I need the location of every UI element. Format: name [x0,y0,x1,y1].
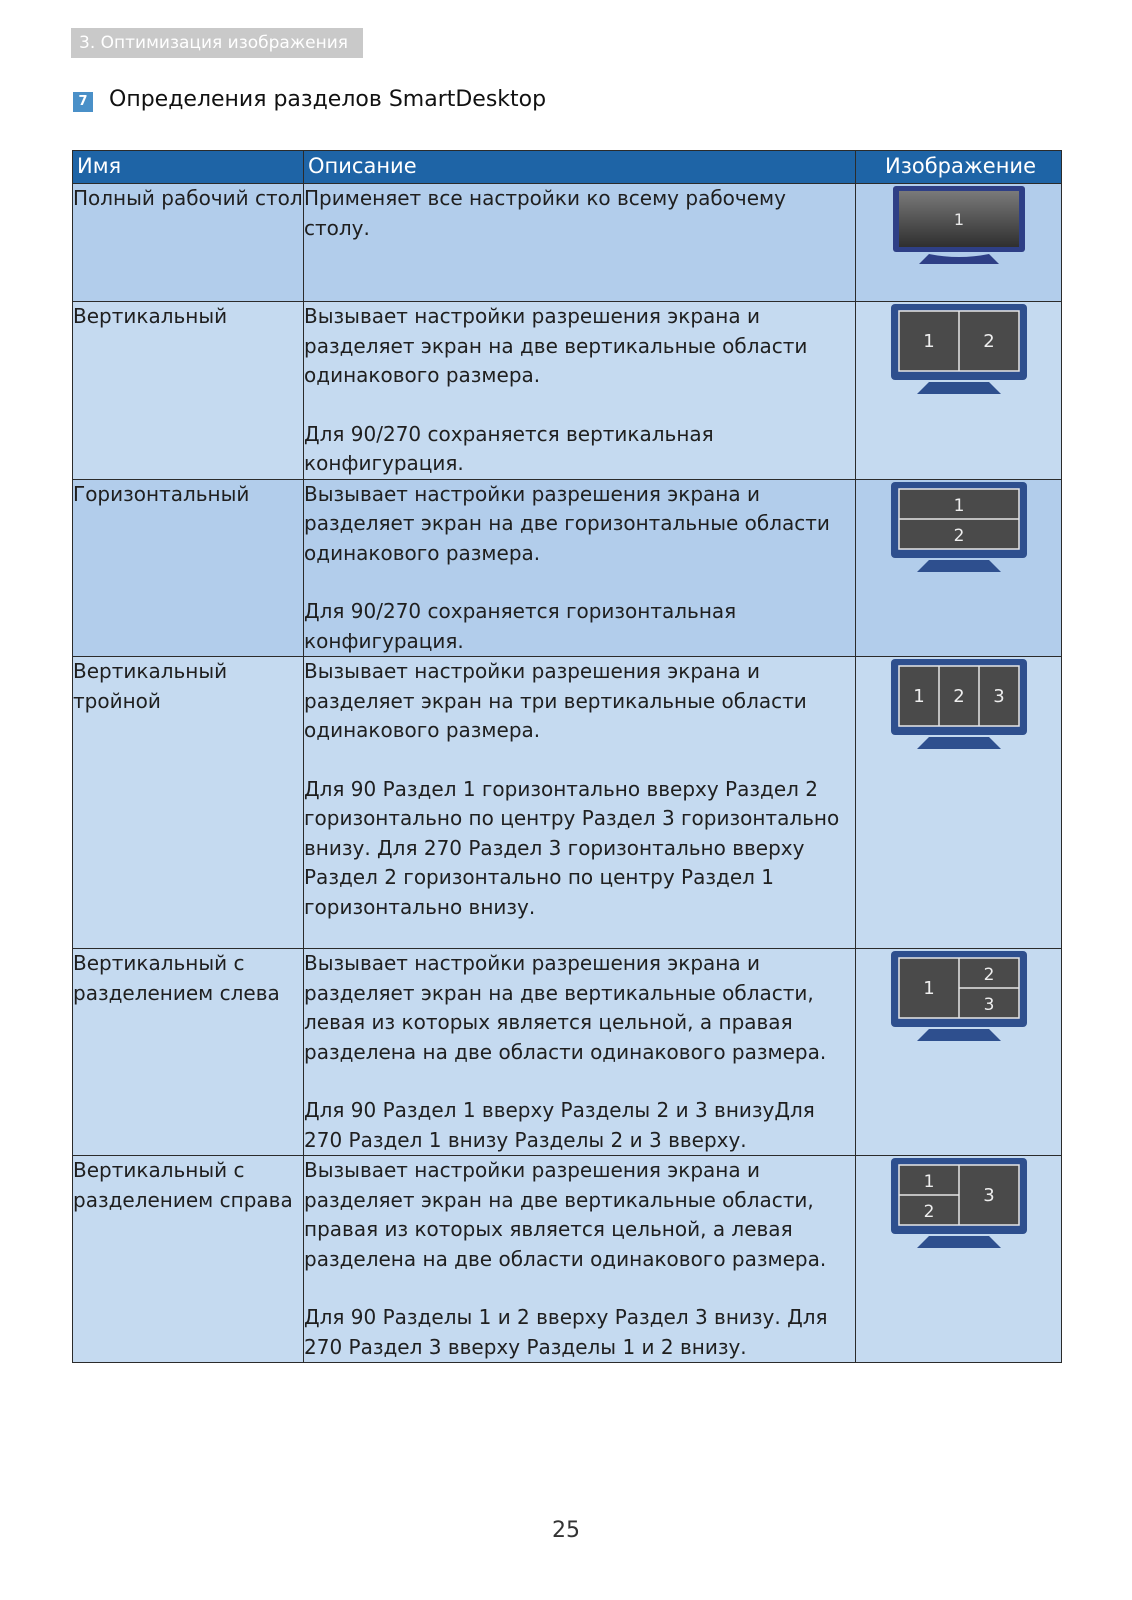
section-label: 3 [983,995,994,1015]
section-title: Определения разделов SmartDesktop [109,87,547,112]
monitor-full-desktop-icon [889,184,1029,268]
table-row [73,1156,1062,1363]
monitor-split-left-icon [889,949,1029,1047]
description-paragraph: Для 90 Разделы 1 и 2 вверху Раздел 3 внизу. Для 270 Раздел 3 вверху Разделы 1 и 2 внизу. [304,1305,828,1359]
section-number-badge: 7 [73,92,93,112]
section-label: 2 [953,525,964,546]
column-header-name: Имя [73,151,304,184]
row-name: Горизонтальный [73,479,304,657]
row-image [856,479,1062,657]
row-image [856,184,1062,302]
section-label: 2 [952,686,965,707]
row-name: Вертикальный [73,302,304,480]
section-label: 1 [912,686,925,707]
table-row [73,302,1062,480]
page-number: 25 [552,1518,580,1543]
description-paragraph: Вызывает настройки разрешения экрана и разделяет экран на две вертикальные области, левая из которых является цельной, а правая разделена на две области одинакового размера. [304,951,827,1064]
description-paragraph: Для 90 Раздел 1 горизонтально вверху Раздел 2 горизонтально по центру Раздел 3 горизонтально внизу. Для 270 Раздел 3 горизонтально вверху Раздел 2 горизонтально по центру Раздел 1 горизонтально внизу. [304,776,840,919]
section-label: 1 [953,495,964,516]
monitor-split-right-icon [889,1156,1029,1254]
description-paragraph: Для 90/270 сохраняется вертикальная конфигурация. [304,421,714,475]
column-header-description: Описание [304,151,856,184]
definitions-table [72,150,1062,1363]
row-image [856,949,1062,1156]
table-row [73,657,1062,949]
row-description [304,479,856,657]
description-paragraph: Вызывает настройки разрешения экрана и разделяет экран на две горизонтальные области одинакового размера. [304,481,830,565]
table-row [73,479,1062,657]
table-header-row [73,151,1062,184]
table-row [73,949,1062,1156]
row-description [304,949,856,1156]
row-name: Вертикальный тройной [73,657,304,949]
section-label: 3 [992,686,1005,707]
section-label: 2 [982,331,995,352]
description-paragraph: Применяет все настройки ко всему рабочему столу. [304,186,786,240]
section-label: 2 [923,1202,934,1222]
row-name: Вертикальный с разделением слева [73,949,304,1156]
row-description [304,302,856,480]
row-name: Полный рабочий стол [73,184,304,302]
section-label: 1 [922,331,935,352]
description-paragraph: Вызывает настройки разрешения экрана и разделяет экран на две вертикальные области, правая из которых является цельной, а левая разделена на две области одинакового размера. [304,1158,827,1271]
column-header-image: Изображение [856,151,1062,184]
description-paragraph: Вызывает настройки разрешения экрана и разделяет экран на три вертикальные области одинакового размера. [304,659,807,742]
row-image [856,1156,1062,1363]
monitor-vertical-triple-icon [889,657,1029,755]
row-description [304,1156,856,1363]
section-label: 2 [983,965,994,985]
description-paragraph: Вызывает настройки разрешения экрана и разделяет экран на две вертикальные области одинакового размера. [304,304,808,387]
breadcrumb: 3. Оптимизация изображения [71,28,363,58]
section-label: 1 [953,210,964,229]
monitor-vertical-split-icon [889,302,1029,400]
section-label: 1 [923,1172,934,1192]
row-image [856,657,1062,949]
section-label: 1 [922,978,935,999]
monitor-horizontal-split-icon [889,480,1029,578]
table-row [73,184,1062,302]
description-paragraph: Для 90 Раздел 1 вверху Разделы 2 и 3 внизуДля 270 Раздел 1 внизу Разделы 2 и 3 вверху. [304,1098,815,1152]
row-description [304,184,856,302]
row-name: Вертикальный с разделением справа [73,1156,304,1363]
description-paragraph: Для 90/270 сохраняется горизонтальная конфигурация. [304,599,737,653]
row-description [304,657,856,949]
row-image [856,302,1062,480]
section-label: 3 [982,1185,995,1206]
